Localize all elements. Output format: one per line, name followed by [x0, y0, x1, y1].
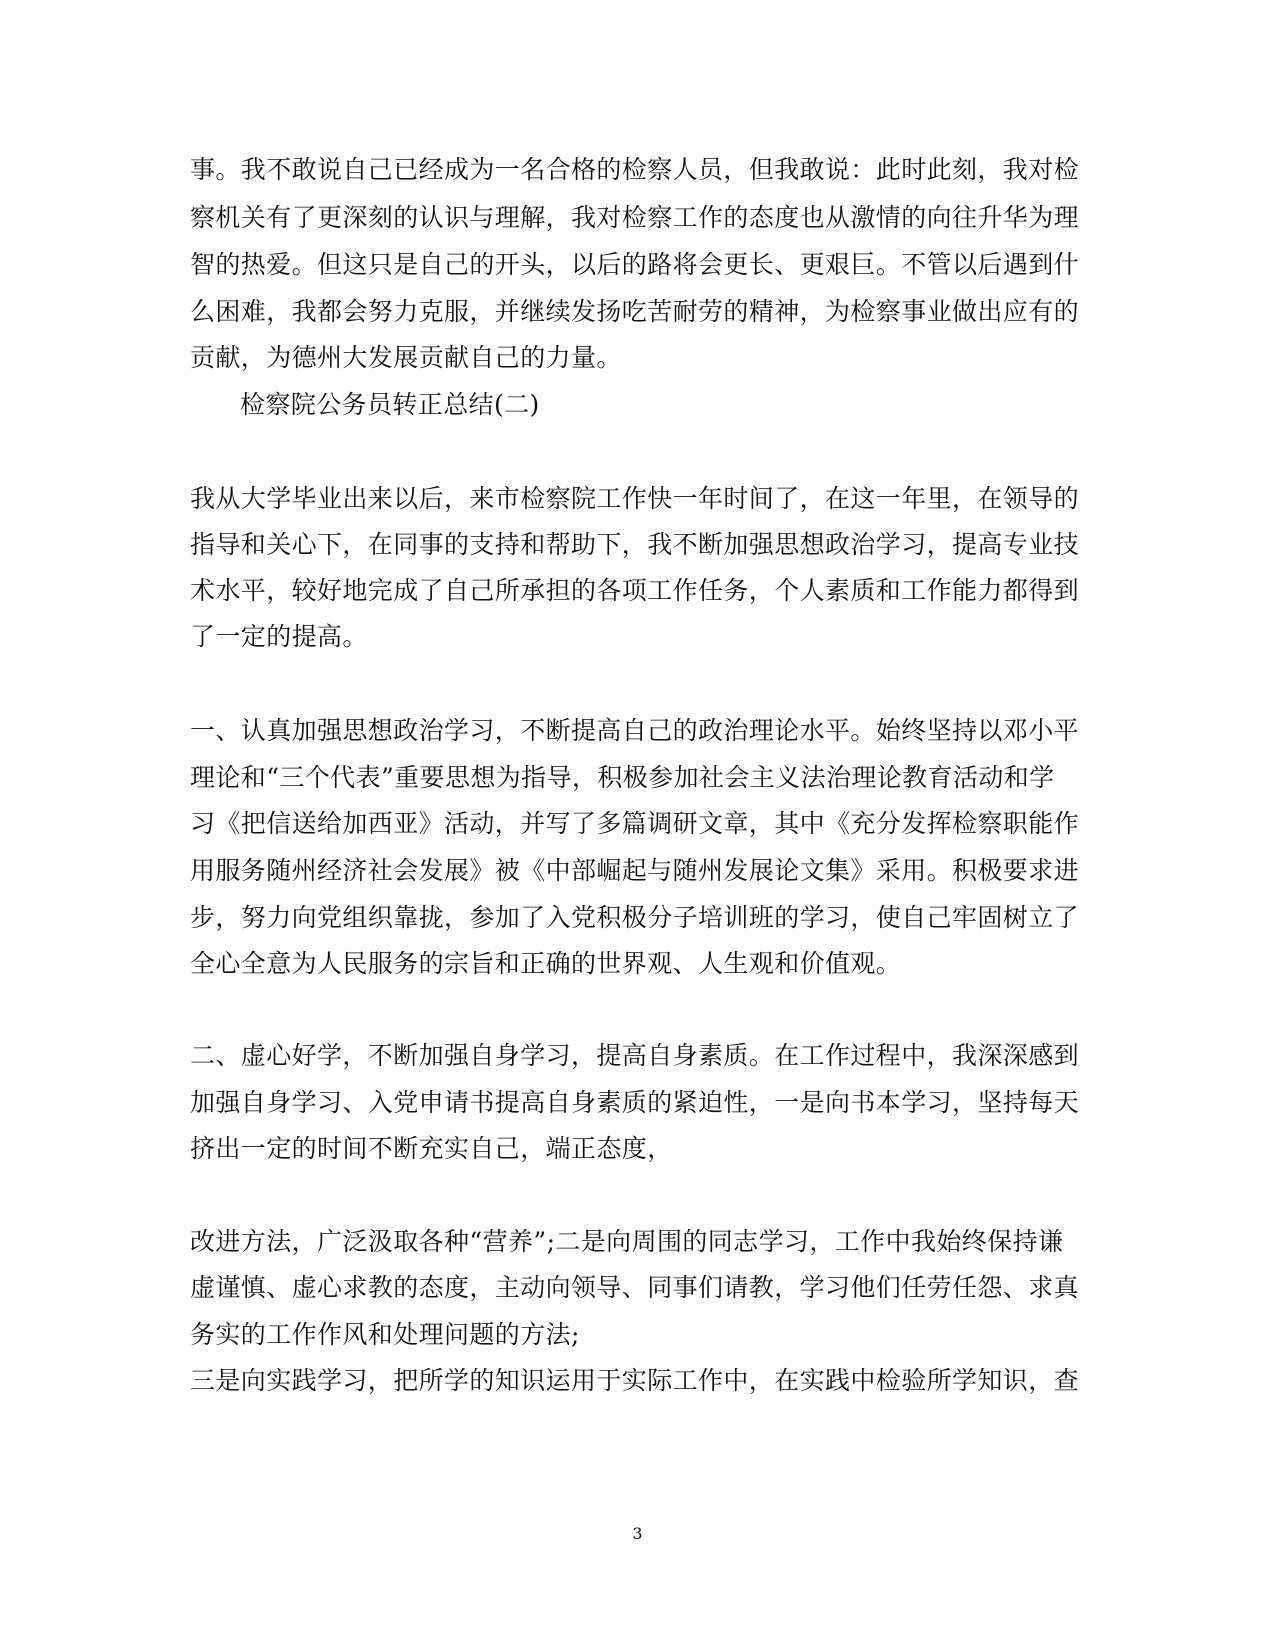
text-line: 察机关有了更深刻的认识与理解，我对检察工作的态度也从激情的向往升华为理 [190, 203, 1080, 232]
page-number: 3 [632, 1524, 643, 1543]
text-line: 全心全意为人民服务的宗旨和正确的世界观、人生观和价值观。 [190, 949, 902, 978]
text-line: 三是向实践学习，把所学的知识运用于实际工作中，在实践中检验所学知识，查 [190, 1366, 1080, 1395]
text-line: 二、虚心好学，不断加强自身学习，提高自身素质。在工作过程中，我深深感到 [190, 1041, 1080, 1070]
text-line: 加强自身学习、入党申请书提高自身素质的紧迫性，一是向书本学习，坚持每天 [190, 1088, 1080, 1117]
text-line: 了一定的提高。 [190, 622, 368, 651]
text-line: 一、认真加强思想政治学习，不断提高自己的政治理论水平。始终坚持以邓小平 [190, 716, 1080, 745]
text-line: 术水平，较好地完成了自己所承担的各项工作任务，个人素质和工作能力都得到 [190, 576, 1080, 605]
text-line: 么困难，我都会努力克服，并继续发扬吃苦耐劳的精神，为检察事业做出应有的 [190, 297, 1080, 326]
text-line: 事。我不敢说自己已经成为一名合格的检察人员，但我敢说：此时此刻，我对检 [190, 155, 1080, 184]
text-line: 我从大学毕业出来以后，来市检察院工作快一年时间了，在这一年里，在领导的 [190, 484, 1080, 513]
text-line: 用服务随州经济社会发展》被《中部崛起与随州发展论文集》采用。积极要求进 [190, 856, 1080, 885]
text-line: 贡献，为德州大发展贡献自己的力量。 [190, 343, 622, 372]
text-line: 理论和“三个代表”重要思想为指导，积极参加社会主义法治理论教育活动和学 [190, 763, 1055, 792]
section-heading: 检察院公务员转正总结(二) [240, 390, 540, 419]
text-line: 习《把信送给加西亚》活动，并写了多篇调研文章，其中《充分发挥检察职能作 [190, 809, 1080, 838]
text-line: 指导和关心下，在同事的支持和帮助下，我不断加强思想政治学习，提高专业技 [190, 530, 1080, 559]
text-line: 虚谨慎、虚心求教的态度，主动向领导、同事们请教，学习他们任劳任怨、求真 [190, 1273, 1080, 1302]
text-line: 步，努力向党组织靠拢，参加了入党积极分子培训班的学习，使自己牢固树立了 [190, 903, 1080, 932]
text-line: 务实的工作作风和处理问题的方法; [190, 1320, 580, 1349]
text-line: 挤出一定的时间不断充实自己，端正态度， [190, 1134, 673, 1163]
text-line: 智的热爱。但这只是自己的开头，以后的路将会更长、更艰巨。不管以后遇到什 [190, 250, 1080, 279]
text-line: 改进方法，广泛汲取各种“营养”;二是向周围的同志学习，工作中我始终保持谦 [190, 1227, 1064, 1256]
